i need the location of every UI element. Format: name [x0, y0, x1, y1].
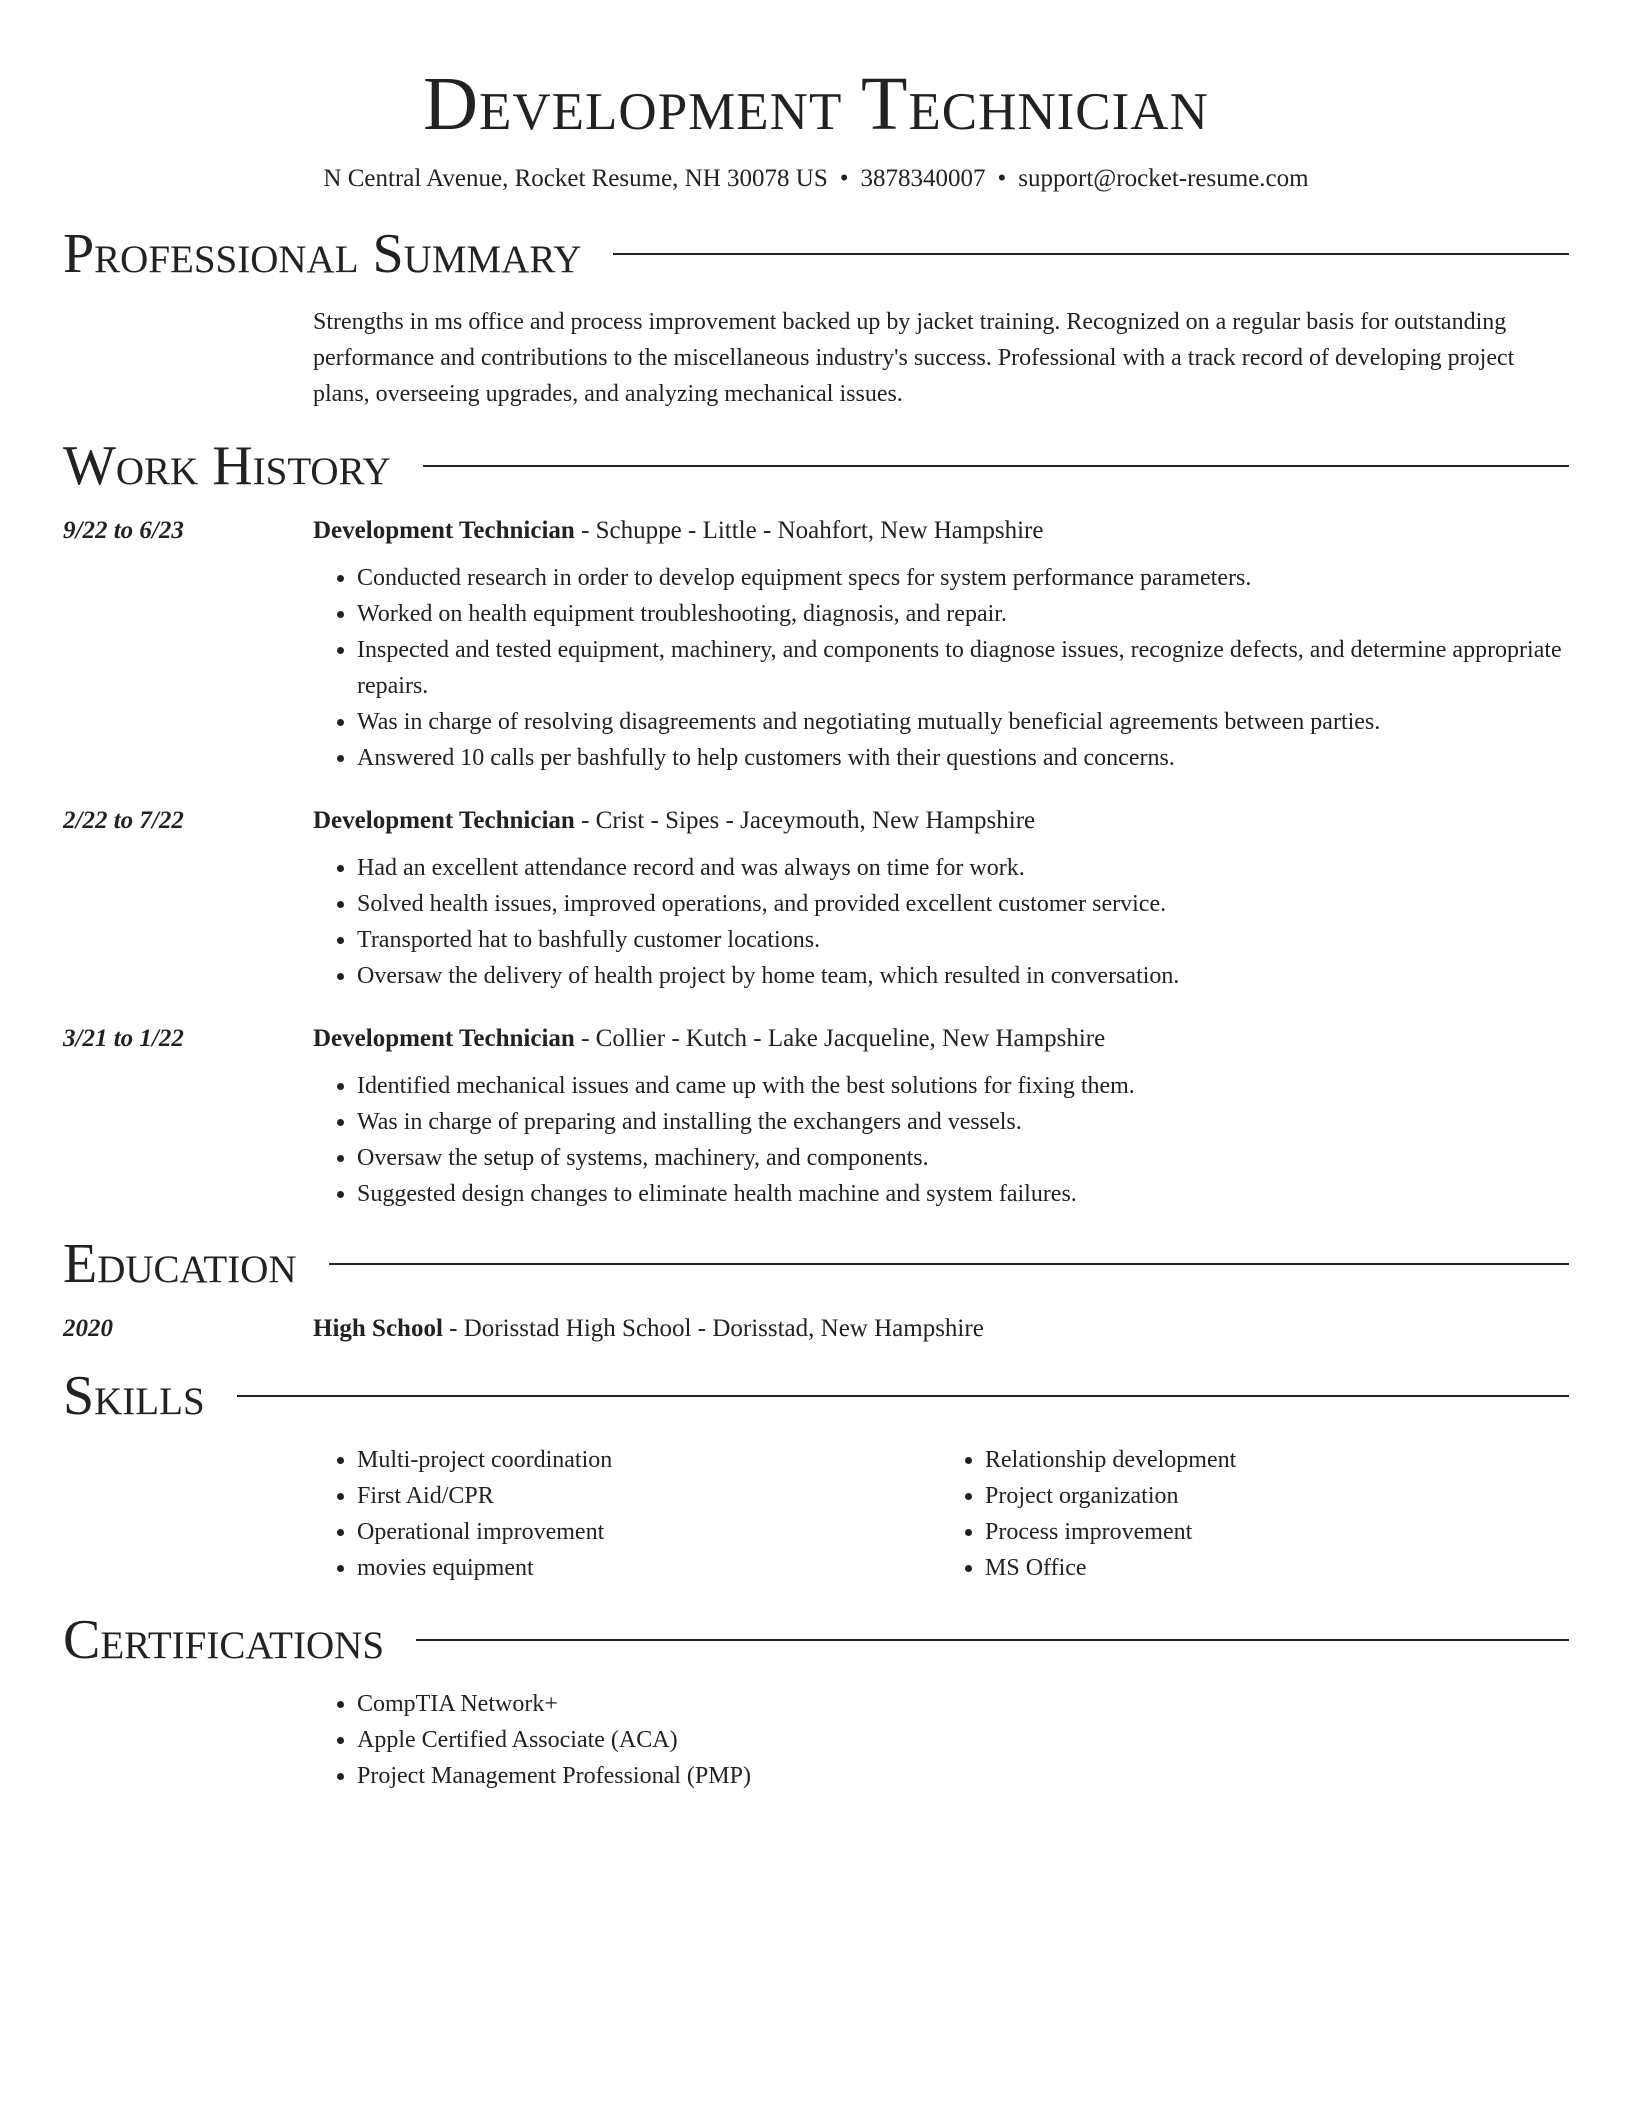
job-dates: 2/22 to 7/22 — [63, 807, 184, 834]
list-item: • Identified mechanical issues and came up with the best solutions for fixing them. — [357, 1068, 1569, 1104]
education-year: 2020 — [63, 1315, 113, 1342]
list-item: • Solved health issues, improved operations, and provided excellent customer service. — [357, 886, 1569, 922]
contact-address: N Central Avenue, Rocket Resume, NH 30078 US — [323, 165, 828, 192]
job-role: Development Technician — [313, 807, 575, 834]
list-item: • Suggested design changes to eliminate health machine and system failures. — [357, 1176, 1569, 1212]
list-item: • Was in charge of resolving disagreements and negotiating mutually beneficial agreements between parties. — [357, 704, 1569, 740]
skills-heading — [63, 1364, 1569, 1428]
job-title-line — [313, 516, 1569, 546]
education-line — [313, 1314, 1569, 1344]
list-item: • First Aid/CPR — [357, 1478, 941, 1514]
list-item: • Process improvement — [985, 1514, 1569, 1550]
job-bullets — [313, 560, 1569, 776]
list-item: • Multi-project coordination — [357, 1442, 941, 1478]
contact-separator: • — [839, 165, 849, 192]
certifications-heading — [63, 1608, 1569, 1672]
education-heading — [63, 1232, 1569, 1296]
job-role: Development Technician — [313, 517, 575, 544]
section-divider — [416, 1639, 1569, 1641]
list-item: • Transported hat to bashfully customer locations. — [357, 922, 1569, 958]
job-dates: 3/21 to 1/22 — [63, 1025, 184, 1052]
contact-email: support@rocket-resume.com — [1018, 165, 1309, 192]
job-entry — [63, 1024, 1569, 1212]
certifications-list-wrap — [313, 1686, 1569, 1794]
list-item: • Operational improvement — [357, 1514, 941, 1550]
list-item: • Answered 10 calls per bashfully to help customers with their questions and concerns. — [357, 740, 1569, 776]
skills-columns — [313, 1428, 1569, 1586]
summary-text: Strengths in ms office and process improvement backed up by jacket training. Recognized on a regular basis for outstanding performance and contributions to the miscellaneous industry's success. Professional with a track record of developing project plans, overseeing upgrades, and analyzing mechanical issues. — [313, 309, 1515, 407]
skills-list-right — [941, 1442, 1569, 1586]
work-history-heading — [63, 434, 1569, 498]
job-dates: 9/22 to 6/23 — [63, 517, 184, 544]
job-title-line — [313, 806, 1569, 836]
job-bullets — [313, 1068, 1569, 1212]
list-item: • movies equipment — [357, 1550, 941, 1586]
section-title: Certifications — [63, 1609, 385, 1671]
list-item: • Worked on health equipment troubleshooting, diagnosis, and repair. — [357, 596, 1569, 632]
contact-line — [63, 164, 1569, 194]
job-employer: - Crist - Sipes - Jaceymouth, New Hampshire — [574, 807, 1036, 834]
skills-list-left — [313, 1442, 941, 1586]
job-bullets — [313, 850, 1569, 994]
certifications-list — [313, 1686, 1569, 1794]
education-degree: High School — [313, 1315, 443, 1342]
education-school: - Dorisstad High School - Dorisstad, New Hampshire — [442, 1315, 984, 1342]
list-item: • MS Office — [985, 1550, 1569, 1586]
section-title: Education — [63, 1233, 297, 1295]
list-item: • Apple Certified Associate (ACA) — [357, 1722, 1569, 1758]
list-item: • Project organization — [985, 1478, 1569, 1514]
list-item: • Was in charge of preparing and installing the exchangers and vessels. — [357, 1104, 1569, 1140]
education-section — [63, 1232, 1569, 1344]
section-title: Professional Summary — [63, 223, 582, 285]
list-item: • Had an excellent attendance record and was always on time for work. — [357, 850, 1569, 886]
contact-phone: 3878340007 — [860, 165, 986, 192]
list-item: • Oversaw the delivery of health project by home team, which resulted in conversation. — [357, 958, 1569, 994]
section-divider — [423, 465, 1569, 467]
section-divider — [237, 1395, 1569, 1397]
job-role: Development Technician — [313, 1025, 575, 1052]
contact-separator: • — [997, 165, 1007, 192]
section-divider — [329, 1263, 1569, 1265]
list-item: • Relationship development — [985, 1442, 1569, 1478]
skills-section — [63, 1364, 1569, 1586]
education-entry — [63, 1314, 1569, 1344]
certifications-section — [63, 1608, 1569, 1794]
candidate-name: Development Technician — [423, 62, 1209, 146]
job-entry — [63, 516, 1569, 776]
section-title: Skills — [63, 1365, 205, 1427]
section-divider — [613, 253, 1569, 255]
list-item: • Inspected and tested equipment, machinery, and components to diagnose issues, recognize defects, and determine appropriate repairs. — [357, 632, 1569, 704]
job-title-line — [313, 1024, 1569, 1054]
list-item: • Conducted research in order to develop equipment specs for system performance parameters. — [357, 560, 1569, 596]
list-item: • CompTIA Network+ — [357, 1686, 1569, 1722]
work-history-section — [63, 434, 1569, 1212]
job-entry — [63, 806, 1569, 994]
summary-heading — [63, 222, 1569, 286]
section-title: Work History — [63, 435, 391, 497]
job-employer: - Collier - Kutch - Lake Jacqueline, New Hampshire — [574, 1025, 1106, 1052]
list-item: • Oversaw the setup of systems, machinery, and components. — [357, 1140, 1569, 1176]
job-employer: - Schuppe - Little - Noahfort, New Hampshire — [574, 517, 1044, 544]
summary-section — [63, 222, 1569, 412]
list-item: • Project Management Professional (PMP) — [357, 1758, 1569, 1794]
